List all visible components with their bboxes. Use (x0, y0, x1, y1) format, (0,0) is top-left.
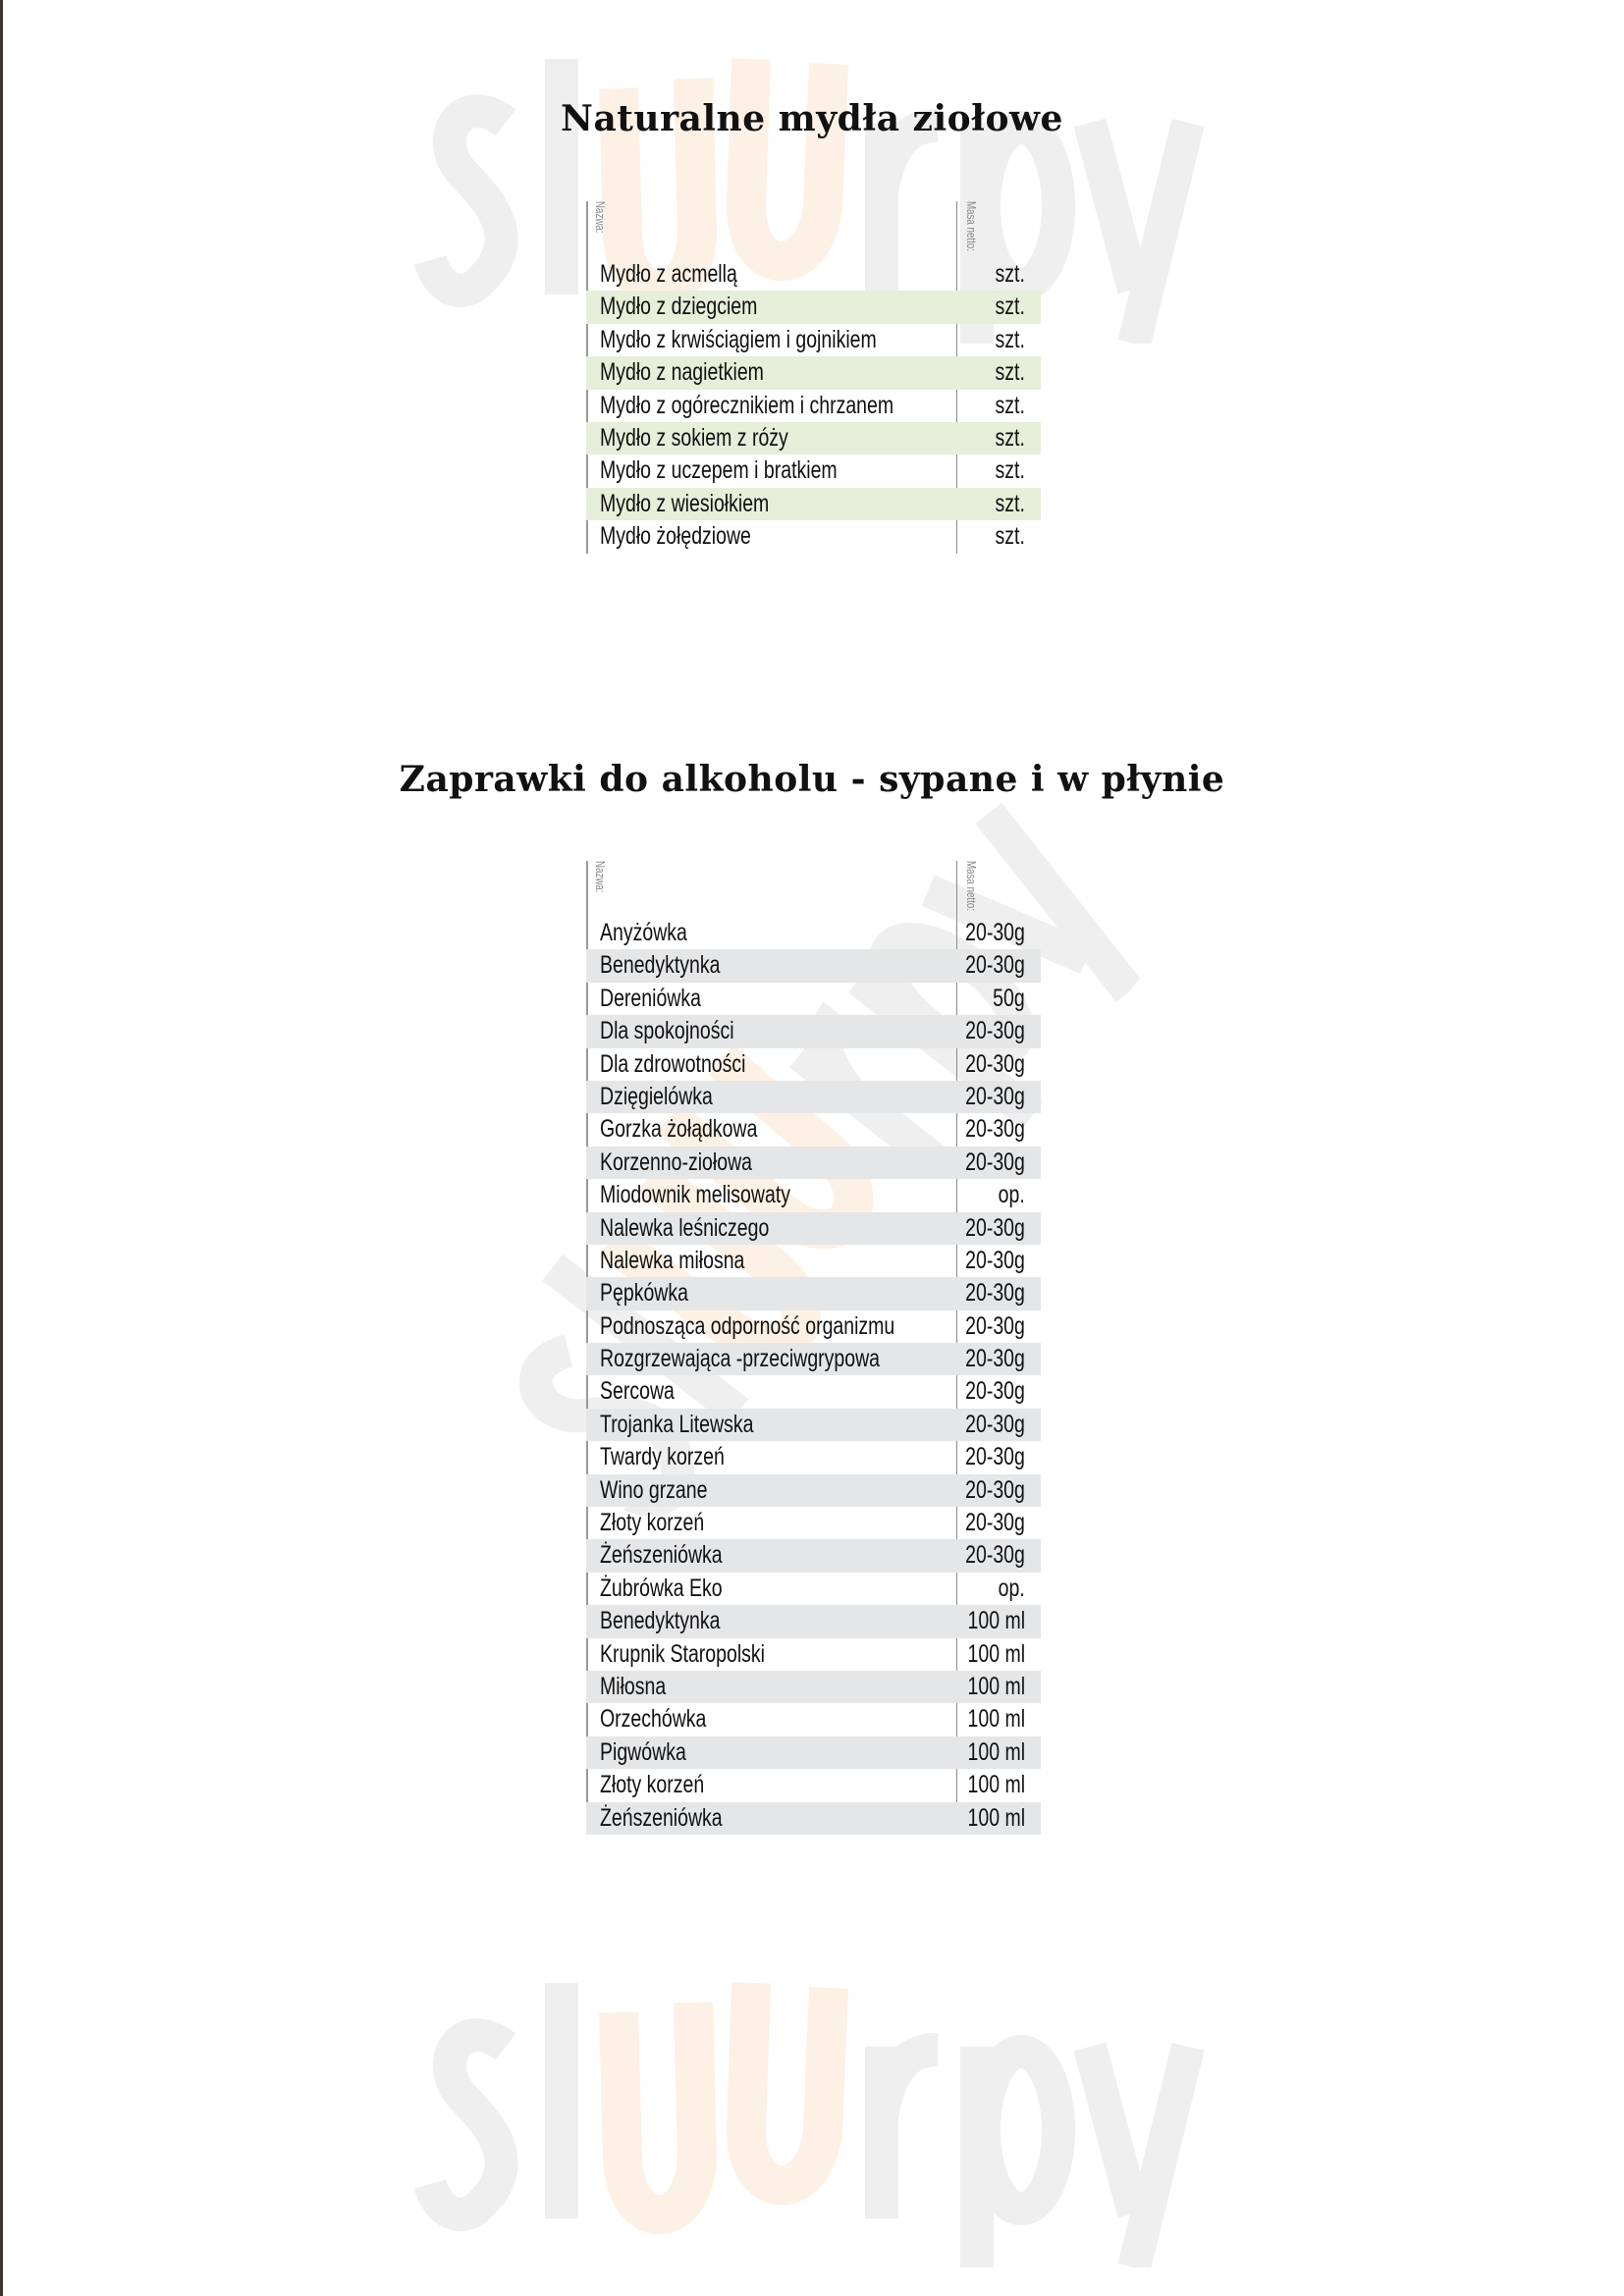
item-name: Dla zdrowotności (600, 1049, 746, 1078)
table-row (586, 1605, 1041, 1637)
item-name: Żeńszeniówka (600, 1541, 723, 1570)
item-name: Orzechówka (600, 1705, 707, 1734)
table-row (586, 1671, 1041, 1703)
item-name: Nalewka leśniczego (600, 1213, 770, 1242)
item-mass: szt. (995, 325, 1025, 353)
item-name: Benedyktynka (600, 951, 721, 980)
column-header-mass: Masa netto: (964, 201, 979, 251)
item-mass: szt. (995, 391, 1025, 419)
item-mass: szt. (995, 358, 1025, 387)
item-mass: 100 ml (967, 1771, 1025, 1799)
table-row (586, 983, 1041, 1015)
item-mass: 20-30g (965, 919, 1025, 946)
item-name: Nalewka miłosna (600, 1246, 745, 1274)
table-row (586, 1573, 1041, 1605)
column-header-mass: Masa netto: (964, 861, 979, 911)
watermark-logo (412, 1973, 1227, 2268)
item-mass: 20-30g (965, 1475, 1025, 1504)
item-name: Dereniówka (600, 984, 701, 1012)
table-row (586, 1802, 1041, 1835)
table-row (586, 1375, 1041, 1408)
item-mass: 20-30g (965, 1410, 1025, 1438)
item-mass: 100 ml (967, 1672, 1025, 1700)
item-name: Mydło z sokiem z róży (600, 423, 788, 452)
table-row (586, 324, 1041, 356)
table-row (586, 1179, 1041, 1211)
item-mass: 20-30g (965, 1345, 1025, 1373)
table-row (586, 1409, 1041, 1441)
item-name: Mydło żołędziowe (600, 522, 751, 551)
item-mass: op. (998, 1574, 1025, 1602)
item-name: Rozgrzewająca -przeciwgrypowa (600, 1345, 881, 1373)
table-row (586, 1147, 1041, 1179)
item-mass: 100 ml (967, 1803, 1025, 1832)
item-mass: 20-30g (965, 1311, 1025, 1340)
item-mass: 100 ml (967, 1607, 1025, 1635)
item-name: Mydło z ogórecznikiem i chrzanem (600, 391, 894, 419)
table-row (586, 1277, 1041, 1309)
item-name: Mydło z nagietkiem (600, 358, 764, 387)
table-row (586, 258, 1041, 291)
table-row (586, 1703, 1041, 1735)
table-row (586, 454, 1041, 487)
item-name: Sercowa (600, 1377, 675, 1406)
item-mass: 20-30g (965, 1279, 1025, 1308)
table-row (586, 291, 1041, 323)
item-mass: op. (998, 1181, 1025, 1209)
item-mass: 20-30g (965, 1017, 1025, 1045)
item-mass: szt. (995, 293, 1025, 321)
item-name: Miłosna (600, 1672, 667, 1700)
table-row (586, 917, 1041, 949)
item-mass: szt. (995, 522, 1025, 551)
item-name: Korzenno-ziołowa (600, 1148, 753, 1176)
item-name: Żeńszeniówka (600, 1803, 723, 1832)
table-row (586, 1081, 1041, 1113)
item-name: Trojanka Litewska (600, 1410, 754, 1438)
table-row (586, 949, 1041, 982)
item-mass: 20-30g (965, 1509, 1025, 1537)
table-row (586, 1474, 1041, 1507)
item-mass: 20-30g (965, 1246, 1025, 1274)
item-name: Mydło z wiesiołkiem (600, 489, 770, 517)
item-name: Anyżówka (600, 919, 687, 946)
liqueur-blends-table (586, 861, 1041, 1835)
item-name: Miodownik melisowaty (600, 1181, 790, 1209)
table-row (586, 1539, 1041, 1572)
item-mass: 100 ml (967, 1639, 1025, 1668)
column-header-name: Nazwa: (593, 861, 608, 893)
item-mass: szt. (995, 423, 1025, 452)
soaps-table (586, 201, 1041, 554)
item-name: Mydło z acmellą (600, 260, 737, 288)
item-name: Pępkówka (600, 1279, 688, 1308)
table-row (586, 1441, 1041, 1473)
table-row (586, 520, 1041, 553)
item-mass: 50g (993, 984, 1025, 1012)
item-mass: 20-30g (965, 1082, 1025, 1110)
section-title-liqueur-blends: Zaprawki do alkoholu - sypane i w płynie (399, 759, 1225, 800)
item-mass: 20-30g (965, 1377, 1025, 1406)
item-mass: 20-30g (965, 1148, 1025, 1176)
item-name: Mydło z uczepem i bratkiem (600, 456, 838, 485)
table-row (586, 1113, 1041, 1146)
item-mass: 100 ml (967, 1737, 1025, 1766)
item-mass: szt. (995, 456, 1025, 485)
table-row (586, 1507, 1041, 1539)
table-row (586, 1212, 1041, 1245)
item-name: Żubrówka Eko (600, 1574, 723, 1602)
item-mass: 20-30g (965, 1213, 1025, 1242)
table-row (586, 356, 1041, 389)
column-header-name: Nazwa: (593, 201, 608, 234)
item-mass: 100 ml (967, 1705, 1025, 1734)
page-left-border (0, 0, 3, 2296)
item-mass: 20-30g (965, 951, 1025, 980)
item-name: Podnosząca odporność organizmu (600, 1311, 895, 1340)
table-row (586, 1310, 1041, 1343)
item-name: Dzięgielówka (600, 1082, 713, 1110)
table-row (586, 1343, 1041, 1375)
item-mass: szt. (995, 489, 1025, 517)
item-mass: 20-30g (965, 1115, 1025, 1144)
item-name: Benedyktynka (600, 1607, 721, 1635)
item-name: Gorzka żołądkowa (600, 1115, 758, 1144)
table-row (586, 1048, 1041, 1081)
item-name: Mydło z dziegciem (600, 293, 758, 321)
table-row (586, 1769, 1041, 1801)
table-row (586, 1736, 1041, 1769)
item-name: Twardy korzeń (600, 1443, 725, 1471)
section-title-soaps: Naturalne mydła ziołowe (561, 98, 1063, 139)
item-name: Złoty korzeń (600, 1509, 705, 1537)
table-row (586, 1245, 1041, 1277)
item-name: Krupnik Staropolski (600, 1639, 766, 1668)
item-name: Mydło z krwiściągiem i gojnikiem (600, 325, 877, 353)
item-name: Dla spokojności (600, 1017, 734, 1045)
item-mass: 20-30g (965, 1541, 1025, 1570)
item-mass: szt. (995, 260, 1025, 288)
item-mass: 20-30g (965, 1443, 1025, 1471)
item-mass: 20-30g (965, 1049, 1025, 1078)
table-row (586, 390, 1041, 422)
item-name: Złoty korzeń (600, 1771, 705, 1799)
item-name: Wino grzane (600, 1475, 708, 1504)
table-row (586, 488, 1041, 520)
item-name: Pigwówka (600, 1737, 686, 1766)
table-row (586, 1015, 1041, 1047)
table-row (586, 422, 1041, 454)
table-row (586, 1638, 1041, 1671)
